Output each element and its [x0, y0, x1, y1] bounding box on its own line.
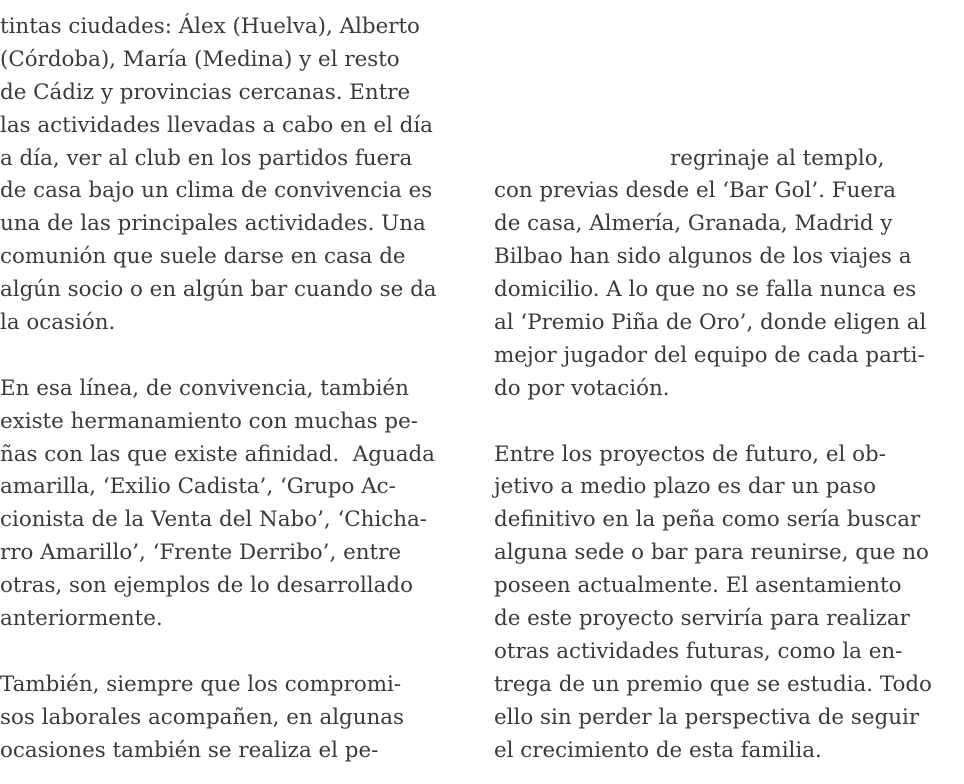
text-line: jetivo a medio plazo es dar un paso	[494, 474, 876, 500]
text-line: rro Amarillo’, ‘Frente Derribo’, entre	[0, 540, 401, 566]
paragraph	[494, 143, 964, 406]
text-line: algún socio o en algún bar cuando se da	[0, 277, 437, 303]
text-line: al ‘Premio Piña de Oro’, donde eligen al	[494, 310, 927, 336]
text-line: definitivo en la peña como sería buscar	[494, 507, 921, 533]
paragraph	[0, 669, 470, 768]
text-line: En esa línea, de convivencia, también	[0, 375, 409, 401]
text-line: regrinaje al templo,	[670, 145, 885, 171]
text-line: (Córdoba), María (Medina) y el resto	[0, 46, 400, 72]
text-line: do por votación.	[494, 375, 670, 401]
text-line: anteriormente.	[0, 606, 163, 632]
text-line: la ocasión.	[0, 310, 116, 336]
paragraph-spacer	[0, 636, 470, 669]
text-line: sos laborales acompañen, en algunas	[0, 704, 405, 730]
right-text-column	[494, 11, 964, 767]
text-line: a día, ver al club en los partidos fuera	[0, 145, 413, 171]
text-line: otras, son ejemplos de lo desarrollado	[0, 573, 413, 599]
text-line: trega de un premio que se estudia. Todo	[494, 671, 932, 697]
text-line: Entre los proyectos de futuro, el ob-	[494, 441, 886, 467]
text-line: Bilbao han sido algunos de los viajes a	[494, 244, 912, 270]
text-line: amarilla, ‘Exilio Cadista’, ‘Grupo Ac-	[0, 474, 396, 500]
text-line: cionista de la Venta del Nabo’, ‘Chicha-	[0, 507, 428, 533]
text-line: mejor jugador del equipo de cada parti-	[494, 342, 925, 368]
column-top-gap	[494, 77, 964, 110]
text-line: con previas desde el ‘Bar Gol’. Fuera	[494, 178, 897, 204]
text-line: de casa bajo un clima de convivencia es	[0, 178, 433, 204]
text-line: ñas con las que existe afinidad. Aguada	[0, 441, 435, 467]
text-line: de Cádiz y provincias cercanas. Entre	[0, 79, 411, 105]
text-line: de casa, Almería, Granada, Madrid y	[494, 211, 893, 237]
column-top-gap	[494, 11, 964, 44]
paragraph	[0, 373, 470, 636]
column-top-gap	[494, 110, 964, 143]
text-line: de este proyecto serviría para realizar	[494, 606, 910, 632]
text-line: domicilio. A lo que no se falla nunca es	[494, 277, 917, 303]
paragraph	[0, 11, 470, 340]
text-line: También, siempre que los compromi-	[0, 671, 402, 697]
column-top-gap	[494, 44, 964, 77]
text-line: alguna sede o bar para reunirse, que no	[494, 540, 929, 566]
left-text-column	[0, 11, 470, 767]
text-line: poseen actualmente. El asentamiento	[494, 573, 902, 599]
text-line: las actividades llevadas a cabo en el día	[0, 112, 433, 138]
text-line: una de las principales actividades. Una	[0, 211, 426, 237]
text-line: otras actividades futuras, como la en-	[494, 638, 903, 664]
text-line: ello sin perder la perspectiva de seguir	[494, 704, 920, 730]
text-line: comunión que suele darse en casa de	[0, 244, 406, 270]
text-line: existe hermanamiento con muchas pe-	[0, 408, 419, 434]
paragraph	[494, 439, 964, 768]
text-line: tintas ciudades: Álex (Huelva), Alberto	[0, 14, 420, 39]
paragraph-spacer	[494, 406, 964, 439]
text-line: ocasiones también se realiza el pe-	[0, 737, 379, 763]
paragraph-spacer	[0, 340, 470, 373]
text-line: el crecimiento de esta familia.	[494, 737, 822, 763]
